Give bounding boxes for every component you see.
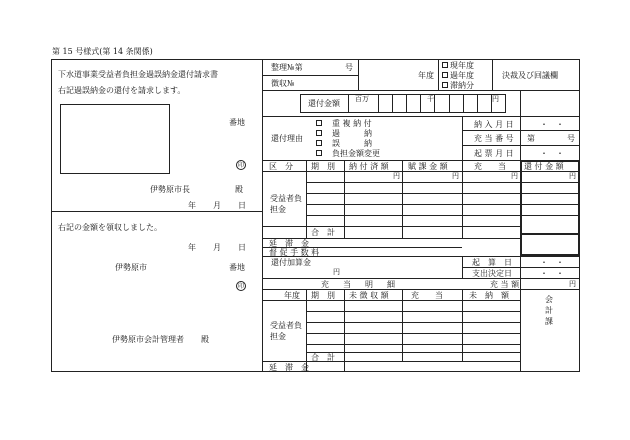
- yen-refund: 円: [569, 172, 576, 180]
- table1-total: 合 計: [311, 228, 335, 237]
- yen-paid: 円: [393, 172, 400, 180]
- unit-thousand: 千: [427, 95, 434, 103]
- yen-allocation: 円: [511, 172, 518, 180]
- reason-mistaken-checkbox[interactable]: [316, 140, 322, 146]
- accounting-manager: 伊勢原市会計管理者: [112, 335, 184, 344]
- seiri-number-label: 整理№第: [271, 63, 303, 72]
- shiharai-value: ・ ・: [540, 269, 564, 278]
- date-month: 月: [213, 201, 221, 210]
- reason-change-checkbox[interactable]: [316, 150, 322, 156]
- col-allocation: 充 当: [474, 162, 506, 171]
- refund-amount-column[interactable]: [520, 160, 580, 256]
- address-suffix-2: 番地: [229, 263, 245, 272]
- unit-million: 百万: [355, 95, 369, 103]
- receipt-day: 日: [238, 243, 246, 252]
- allocation-amount-label: 充 当 額: [490, 280, 520, 289]
- table2-group-label: 受益者負担金: [270, 321, 302, 341]
- col-kubun: 区 分: [269, 162, 293, 171]
- accounting-section: 会計課: [545, 295, 553, 326]
- col-kibetsu: 期 別: [311, 162, 335, 171]
- kisan-value: ・ ・: [540, 258, 564, 267]
- shiharai-label: 支出決定日: [472, 269, 512, 278]
- col2-nendo: 年度: [284, 291, 300, 300]
- table2-total: 合 計: [311, 353, 335, 362]
- allocation-amount-yen: 円: [569, 280, 576, 288]
- chosyu-number-label: 徴収№: [271, 79, 295, 88]
- request-heading: 下水道事業受益者負担金過誤納金還付請求書: [58, 70, 218, 79]
- col2-kibetsu: 期 別: [311, 291, 335, 300]
- allocation-detail-label: 充 当 明 細: [321, 280, 398, 289]
- col-refund: 還 付 金 額: [524, 162, 564, 171]
- payment-date-value: ・ ・: [540, 120, 564, 129]
- city-name: 伊勢原市: [115, 263, 147, 272]
- receipt-year: 年: [188, 243, 196, 252]
- reason-overpaid: 過 納: [332, 129, 372, 138]
- additional-label: 還付加算金: [271, 258, 311, 267]
- date-year: 年: [188, 201, 196, 210]
- past-year-checkbox[interactable]: [442, 72, 448, 78]
- reason-overpaid-checkbox[interactable]: [316, 130, 322, 136]
- left-divider: [51, 211, 262, 212]
- past-year-label: 過年度: [450, 71, 474, 80]
- reason-change: 負担金額変更: [332, 149, 380, 158]
- receipt-statement: 右記の金額を領収しました。: [58, 223, 162, 232]
- address-suffix: 番地: [229, 118, 245, 127]
- payment-date-label: 納 入 月 日: [474, 120, 514, 129]
- applicant-box[interactable]: [60, 104, 170, 174]
- kisan-label: 起 算 日: [472, 258, 512, 267]
- refund-amount-label: 還付金額: [308, 99, 340, 108]
- addressee-suffix: 殿: [235, 185, 243, 194]
- reason-duplicate-checkbox[interactable]: [316, 120, 322, 126]
- yen-assessed: 円: [452, 172, 459, 180]
- table1-group-label: 受益者負担金: [270, 194, 302, 214]
- allocation-number-label: 充 当 番 号: [474, 134, 514, 143]
- table2-enchin: 延 滞 金: [269, 363, 309, 372]
- manager-suffix: 殿: [201, 335, 209, 344]
- column-divider: [262, 59, 263, 372]
- approval-label: 決裁及び回議欄: [502, 71, 558, 80]
- unit-yen: 円: [492, 95, 499, 103]
- request-statement: 右記過誤納金の還付を請求します。: [58, 86, 186, 95]
- current-year-label: 現年度: [450, 61, 474, 70]
- additional-yen: 円: [333, 268, 340, 276]
- reason-mistaken: 誤 納: [332, 139, 372, 148]
- delinquent-checkbox[interactable]: [442, 82, 448, 88]
- receipt-month: 月: [213, 243, 221, 252]
- date-day: 日: [238, 201, 246, 210]
- seiri-gou: 号: [345, 63, 353, 72]
- fiscal-year-label: 年度: [418, 71, 434, 80]
- allocation-number-suffix: 号: [567, 134, 575, 143]
- allocation-number-prefix: 第: [527, 134, 535, 143]
- col2-unpaid: 未 納 額: [469, 291, 509, 300]
- delinquent-label: 滞納分: [450, 81, 474, 90]
- seal-icon-2: 印: [237, 283, 244, 290]
- col2-uncollected: 未 徴 収 額: [349, 291, 389, 300]
- col-assessed: 賦 課 金 額: [408, 162, 448, 171]
- addressee: 伊勢原市長: [150, 185, 190, 194]
- reason-duplicate: 重 複 納 付: [332, 119, 372, 128]
- voucher-date-value: ・ ・: [540, 149, 564, 158]
- col-paid: 納 付 済 額: [349, 162, 389, 171]
- refund-reason-label: 還付理由: [271, 134, 303, 143]
- voucher-date-label: 起 票 月 日: [474, 149, 514, 158]
- current-year-checkbox[interactable]: [442, 62, 448, 68]
- table1-enchin: 延 滞 金: [269, 239, 309, 248]
- table1-tokusoku: 督 促 手 数 料: [269, 248, 320, 257]
- col2-allocation: 充 当: [411, 291, 443, 300]
- form-number: 第 15 号様式(第 14 条関係): [52, 47, 153, 56]
- seal-icon: 印: [237, 162, 244, 169]
